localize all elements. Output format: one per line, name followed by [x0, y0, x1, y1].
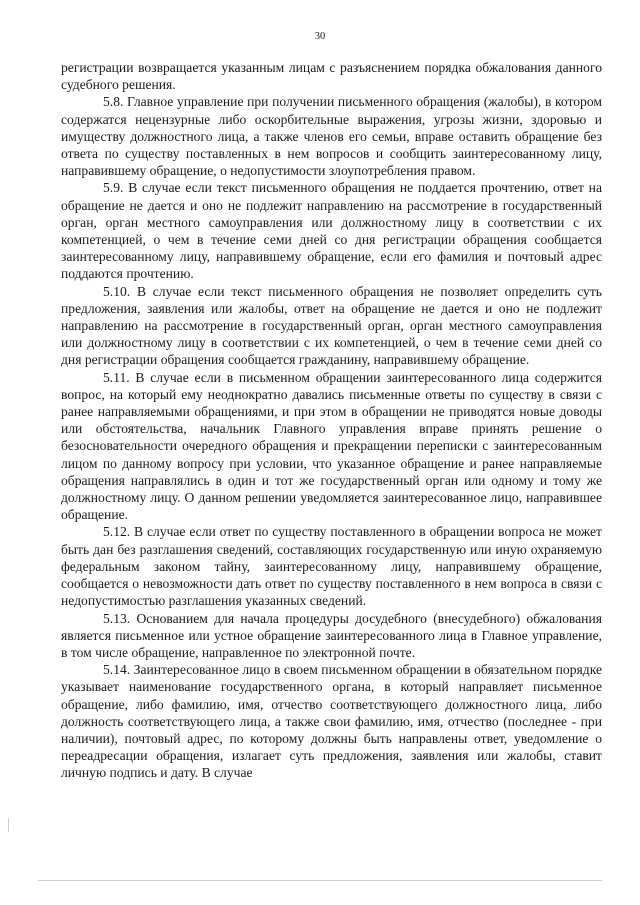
- paragraph-5-12: 5.12. В случае если ответ по существу поставленного в обращении вопроса не может быть дан без разглашения сведений, составляющих государственную или иную охраняемую федеральным законом тайну, заинтересованному лицу, направившему обращение, сообщается о невозможности дать ответ по существу поставленного в нем вопроса в связи с недопустимостью разглашения указанных сведений.: [61, 524, 602, 609]
- paragraph-5-8: 5.8. Главное управление при получении письменного обращения (жалобы), в котором содержатся нецензурные либо оскорбительные выражения, угрозы жизни, здоровью и имуществу должностного лица, а также членов его семьи, вправе оставить обращение без ответа по существу поставленных в нем вопросов и сообщить заинтересованному лицу, направившему обращение, о недопустимости злоупотребления правом.: [61, 94, 602, 179]
- document-body: [61, 59, 602, 782]
- margin-mark: [8, 818, 9, 832]
- page-number: 30: [314, 31, 326, 42]
- paragraph-5-10: 5.10. В случае если текст письменного обращения не позволяет определить суть предложения, заявления или жалобы, ответ на обращение не дается и оно не подлежит направлению на рассмотрение в государственный орган, орган местного самоуправления или должностному лицу в соответствии с их компетенцией, о чем в течение семи дней со дня регистрации обращения сообщается гражданину, направившему обращение.: [61, 283, 602, 368]
- paragraph-continuation: регистрации возвращается указанным лицам с разъяснением порядка обжалования данного судебного решения.: [61, 60, 602, 93]
- paragraph-5-14: 5.14. Заинтересованное лицо в своем письменном обращении в обязательном порядке указывает наименование государственного органа, в который направляет письменное обращение, либо фамилию, имя, отчество соответствующего должностного лица, либо должность соответствующего лица, а также свои фамилию, имя, отчество (последнее - при наличии), почтовый адрес, по которому должны быть направлены ответ, уведомление о переадресации обращения, излагает суть предложения, заявления или жалобы, ставит личную подпись и дату. В случае: [61, 662, 602, 781]
- paragraph-5-13: 5.13. Основанием для начала процедуры досудебного (внесудебного) обжалования является письменное или устное обращение заинтересованного лица в Главное управление, в том числе обращение, направленное по электронной почте.: [61, 610, 602, 660]
- paragraph-5-9: 5.9. В случае если текст письменного обращения не поддается прочтению, ответ на обращение не дается и оно не подлежит направлению на рассмотрение в государственный орган, орган местного самоуправления или должностному лицу в соответствии с их компетенцией, о чем в течение семи дней со дня регистрации обращения сообщается заинтересованному лицу, направившему обращение, если его фамилия и почтовый адрес поддаются прочтению.: [61, 180, 602, 282]
- paragraph-5-11: 5.11. В случае если в письменном обращении заинтересованного лица содержится вопрос, на который ему неоднократно давались письменные ответы по существу в связи с ранее направляемыми обращениями, и при этом в обращении не приводятся новые доводы или обстоятельства, начальник Главного управления вправе принять решение о безосновательности очередного обращения и прекращении переписки с заинтересованным лицом по данному вопросу при условии, что указанное обращение и ранее направляемые обращения направлялись в один и тот же государственный орган или одному и тому же должностному лицу. О данном решении уведомляется заинтересованное лицо, направившее обращение.: [61, 369, 602, 523]
- page-bottom-rule: [38, 880, 602, 881]
